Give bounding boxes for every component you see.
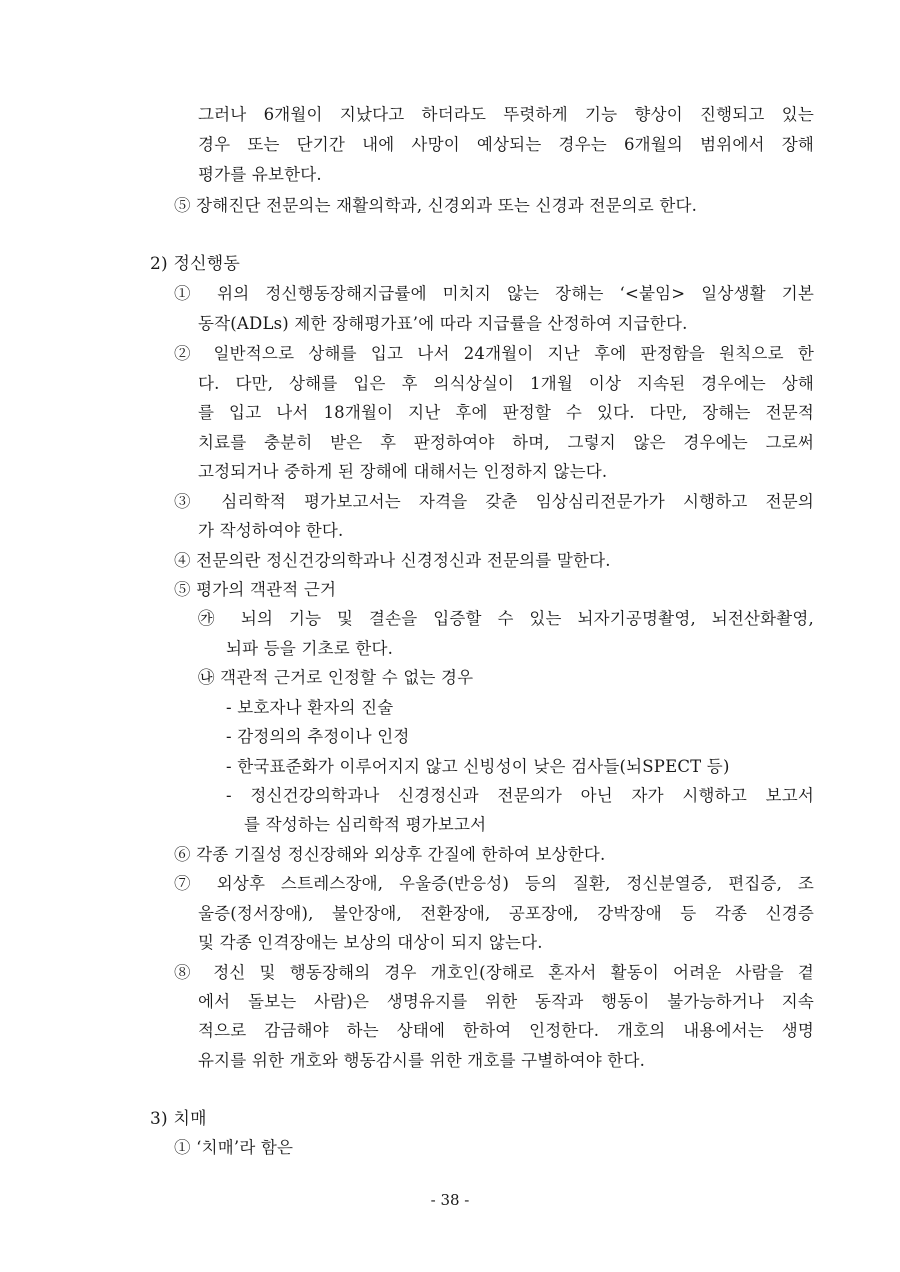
text-line: 동작(ADLs) 제한 장해평가표’에 따라 지급률을 산정하여 지급한다. xyxy=(198,314,688,333)
text-line: 가 작성하여야 한다. xyxy=(198,521,344,540)
page-number: - 38 - xyxy=(430,1191,470,1209)
list-item: ① 위의 정신행동장해지급률에 미치지 않는 장해는 ‘<붙임> 일상생활 기본 xyxy=(174,284,814,303)
dash-item: - 한국표준화가 이루어지지 않고 신빙성이 낮은 검사들(뇌SPECT 등) xyxy=(226,757,730,776)
text-line: 유지를 위한 개호와 행동감시를 위한 개호를 구별하여야 한다. xyxy=(198,1051,646,1070)
text-line: 경우 또는 단기간 내에 사망이 예상되는 경우는 6개월의 범위에서 장해 xyxy=(198,135,814,154)
list-item: ⑤ 장해진단 전문의는 재활의학과, 신경외과 또는 신경과 전문의로 한다. xyxy=(174,196,698,215)
list-item: ⑥ 각종 기질성 정신장해와 외상후 간질에 한하여 보상한다. xyxy=(174,845,606,864)
text-line: 를 작성하는 심리학적 평가보고서 xyxy=(244,815,487,834)
list-item: ① ‘치매’라 함은 xyxy=(174,1138,294,1157)
list-item: ⑤ 평가의 객관적 근거 xyxy=(174,580,337,599)
text-line: 고정되거나 중하게 된 장해에 대해서는 인정하지 않는다. xyxy=(198,462,608,481)
text-line: 그러나 6개월이 지났다고 하더라도 뚜렷하게 기능 향상이 진행되고 있는 xyxy=(198,105,814,124)
list-item: ⑧ 정신 및 행동장해의 경우 개호인(장해로 혼자서 활동이 어려운 사람을 곁 xyxy=(174,963,814,982)
text-line: 치료를 충분히 받은 후 판정하여야 하며, 그렇지 않은 경우에는 그로써 xyxy=(198,433,814,452)
sub-list-item: ㉯ 객관적 근거로 인정할 수 없는 경우 xyxy=(198,668,474,687)
dash-item: - 보호자나 환자의 진술 xyxy=(226,698,394,717)
list-item: ⑦ 외상후 스트레스장애, 우울증(반응성) 등의 질환, 정신분열증, 편집증, 조 xyxy=(174,874,814,893)
text-line: 에서 돌보는 사람)은 생명유지를 위한 동작과 행동이 불가능하거나 지속 xyxy=(198,992,814,1011)
text-line: 및 각종 인격장애는 보상의 대상이 되지 않는다. xyxy=(198,933,543,952)
list-item: ③ 심리학적 평가보고서는 자격을 갖춘 임상심리전문가가 시행하고 전문의 xyxy=(174,492,814,511)
sub-list-item: ㉮ 뇌의 기능 및 결손을 입증할 수 있는 뇌자기공명촬영, 뇌전산화촬영, xyxy=(198,609,814,628)
text-line: 적으로 감금해야 하는 상태에 한하여 인정한다. 개호의 내용에서는 생명 xyxy=(198,1021,814,1040)
text-line: 뇌파 등을 기초로 한다. xyxy=(226,639,394,658)
dash-item: - 감정의의 추정이나 인정 xyxy=(226,727,410,746)
list-item: ④ 전문의란 정신건강의학과나 신경정신과 전문의를 말한다. xyxy=(174,551,611,570)
dash-item: - 정신건강의학과나 신경정신과 전문의가 아닌 자가 시행하고 보고서 xyxy=(226,786,814,805)
text-line: 울증(정서장애), 불안장애, 전환장애, 공포장애, 강박장애 등 각종 신경증 xyxy=(198,904,814,923)
list-item: ② 일반적으로 상해를 입고 나서 24개월이 지난 후에 판정함을 원칙으로 한 xyxy=(174,344,814,363)
text-line: 를 입고 나서 18개월이 지난 후에 판정할 수 있다. 다만, 장해는 전문적 xyxy=(198,403,814,422)
text-line: 다. 다만, 상해를 입은 후 의식상실이 1개월 이상 지속된 경우에는 상해 xyxy=(198,374,814,393)
text-line: 평가를 유보한다. xyxy=(198,165,322,184)
section-heading: 3) 치매 xyxy=(150,1109,207,1129)
section-heading: 2) 정신행동 xyxy=(150,254,240,274)
